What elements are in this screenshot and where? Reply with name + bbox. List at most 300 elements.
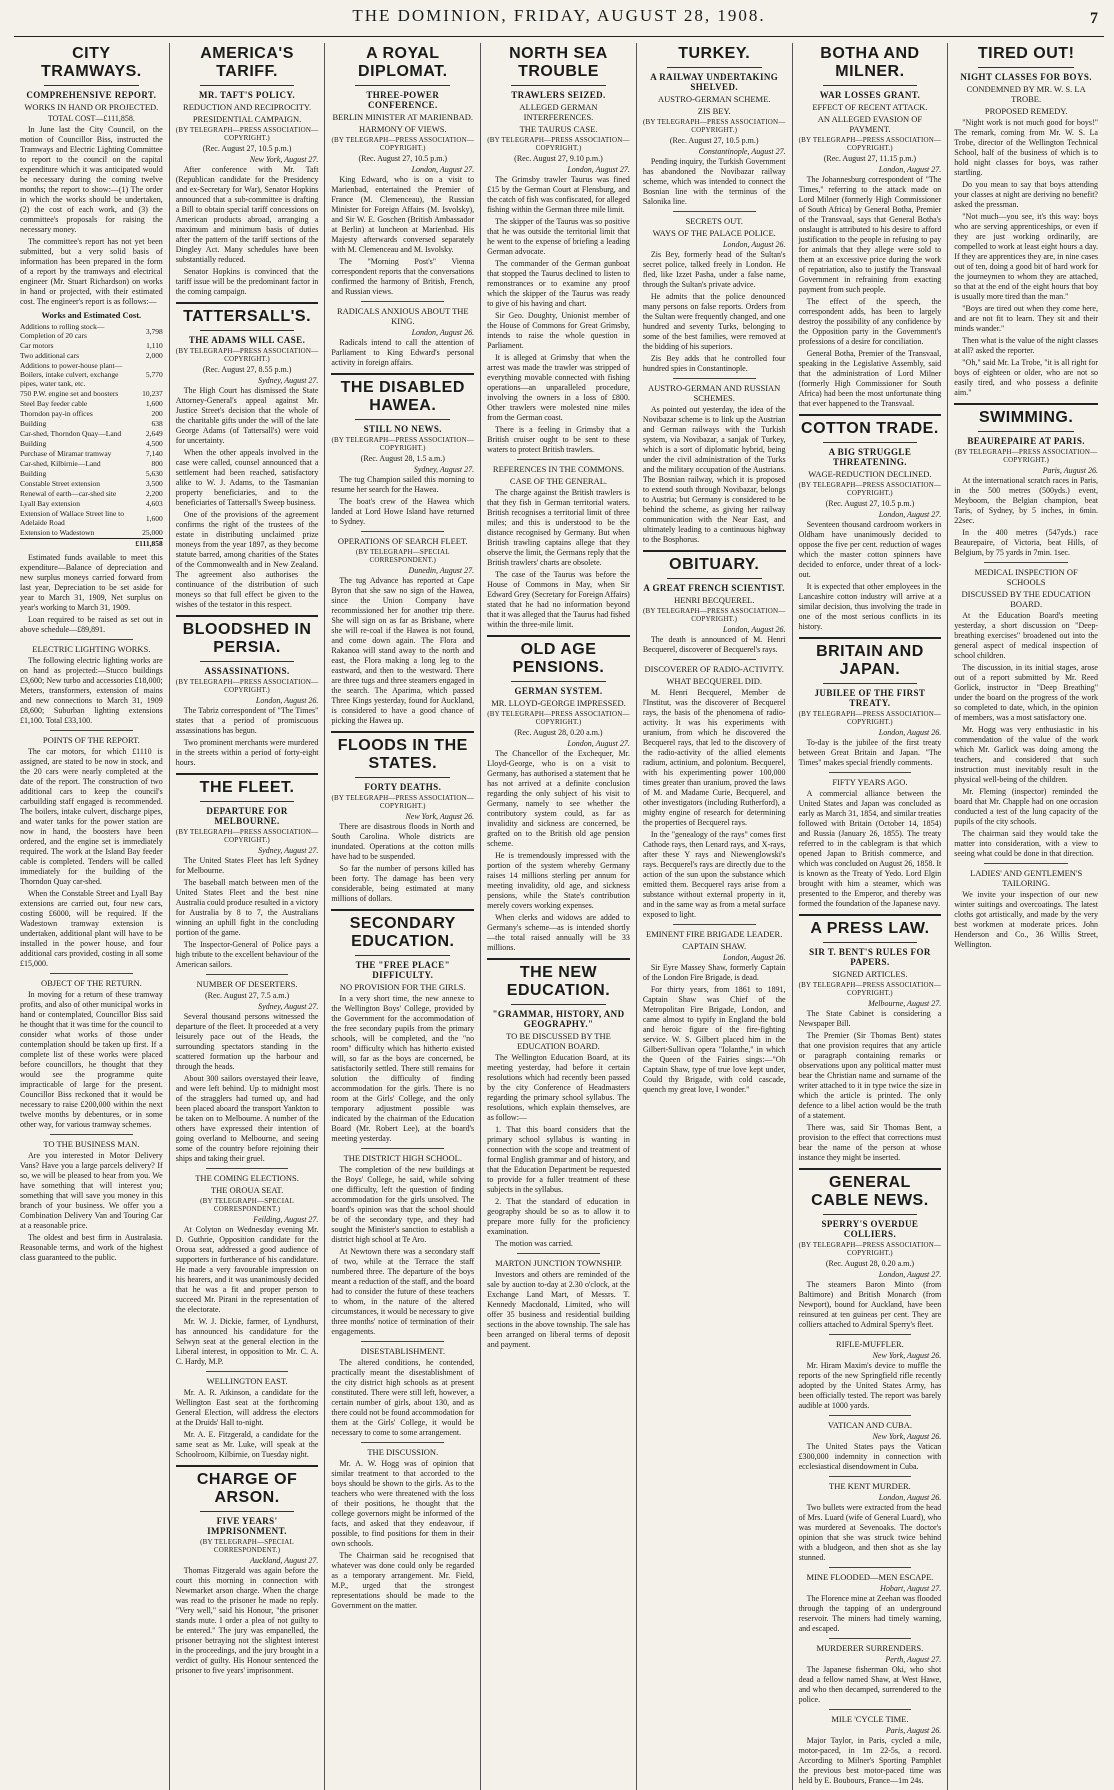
body-paragraph: As pointed out yesterday, the idea of the Novibazar scheme is to link up the Austrian and German railways with the Turkish system, via Novibazar, a sanjak of Turkey, which is a sort of diplomatic hybrid, being under the civil administration of the Turks and the military occupation of the Austrians. The Bosnian railway, which it is proposed to extend south through Novibazar, belongs to Austria; but Germany is considered to be behind the scheme, as giving her railway communication with the Near East, and ultimately leading to a continuous highway to the Bosphorus. bbox=[642, 405, 786, 544]
ledger-item: Car-shed, Thorndon Quay—Land bbox=[20, 429, 122, 438]
article bbox=[487, 958, 630, 1249]
article-subhead: COMPREHENSIVE REPORT. bbox=[26, 90, 157, 100]
article bbox=[799, 1638, 942, 1705]
body-paragraph: The Johannesburg correspondent of "The Times," referring to the attack made on Lord Milner (formerly High Commissioner of South Africa) by General Botha, Premier of the Transvaal, says that General Botha's onslaught is attributed to his desire to afford justification to the people in refusing to pay for animals that they allege were sold to them at an excessive price during the work of repatriation, also to justify the Transvaal Government in refraining from exacting payment from such people. bbox=[798, 175, 942, 294]
sub-divider bbox=[829, 1709, 912, 1710]
ledger-amount: 200 bbox=[151, 409, 163, 418]
body-paragraph: The Florence mine at Zeehan was flooded through the tapping of an underground reservoir. The miners had timely warning, and escaped. bbox=[798, 1594, 942, 1633]
article bbox=[799, 414, 942, 632]
article-headline: BOTHA AND MILNER. bbox=[820, 45, 920, 80]
body-paragraph: He is tremendously impressed with the portion of the system whereby Germany raises 14 millions sterling per annum for meeting invalidity, old age, and sickness pensions, while the State's contribution merely covers working expenses. bbox=[487, 851, 630, 910]
column-3 bbox=[325, 43, 481, 1790]
body-paragraph: The death is announced of M. Henri Becquerel, discoverer of Becquerel's rays. bbox=[642, 635, 786, 654]
headline-rule bbox=[44, 85, 139, 86]
ledger-total-label bbox=[20, 539, 135, 550]
ledger-row bbox=[20, 469, 163, 479]
sub-divider bbox=[206, 1168, 289, 1169]
ledger-item: Lyall Bay extension bbox=[20, 499, 80, 508]
dateline: London, August 27. bbox=[567, 165, 630, 174]
dateline: Paris, August 26. bbox=[1042, 466, 1098, 475]
body-paragraph: Two prominent merchants were murdered in the streets within a period of forty-eight hours. bbox=[175, 738, 319, 767]
body-paragraph: After conference with Mr. Taft (Republican candidate for the Presidency and ex-Secretary for War), Senator Hopkins announced that a sub-committee is drafting a Bill to obtain special tariff concessions on American products abroad, arranging a maximum and minimum basis of duties after the pattern of the tariff sections of the Dingley Act. Many schedules have been substantially reduced. bbox=[175, 165, 319, 264]
body-paragraph: There was, said Sir Thomas Bent, a provision to the effect that corrections must bear the name of the person at whose instance they might be inserted. bbox=[798, 1123, 942, 1162]
article-subhead: SECRETS OUT. bbox=[685, 216, 743, 226]
article-subhead: CONDEMNED BY MR. W. S. LA TROBE. bbox=[966, 84, 1086, 104]
wire-credit: (BY TELEGRAPH—PRESS ASSOCIATION—COPYRIGHT.) bbox=[954, 448, 1098, 464]
sub-divider bbox=[50, 730, 133, 731]
article-headline: AMERICA'S TARIFF. bbox=[200, 45, 294, 80]
body-paragraph: The United States Fleet has left Sydney for Melbourne. bbox=[175, 856, 319, 875]
article bbox=[799, 772, 942, 909]
article-headline: CHARGE OF ARSON. bbox=[196, 1471, 298, 1506]
body-paragraph: Thomas Fitzgerald was again before the court this morning in connection with Newmarket arson charge. When the charge was read to the prisoner he made no reply. "Very well," said his Honour, "the prisoner stands mute. I order a plea of not guilty to be entered." The jury was empanelled, the prisoner betraying not the slightest interest in the proceedings, and the jury brought in a verdict of guilty. His Honour sentenced the prisoner to five years' imprisonment. bbox=[175, 1566, 319, 1675]
body-paragraph: One of the provisions of the agreement confirms the right of the trustees of the estate in distributing unclaimed prize moneys from the year 1897, as they become statute barred, among charities of the States of the Commonwealth and in New Zealand. The agreement also authorises the continuance of the distribution of such moneys so that full effect be given to the wishes of the testator in this respect. bbox=[175, 510, 319, 609]
body-paragraph: We invite your inspection of our new winter suitings and overcoatings. The latest cloths got artistically, and made by the very best workmen at moderate prices. John Henderson and Co., 36 Willis Street, Wellington. bbox=[954, 890, 1098, 949]
body-paragraph: The Chairman said he recognised that whatever was done could only be regarded as a temporary arrangement. Mr. Field, M.P., urged that the strongest representations should be made to the Government on the matter. bbox=[331, 1551, 475, 1610]
article-subhead: THE DISCUSSION. bbox=[367, 1447, 439, 1457]
ledger-row bbox=[20, 459, 163, 469]
body-paragraph: The Grimsby trawler Taurus was fined £15 by the German Court at Flensburg, and the catch of fish was confiscated, for alleged fishing within the German three mile limit. bbox=[487, 175, 630, 214]
ledger-row bbox=[20, 449, 163, 459]
article-subhead: ALLEGED GERMAN INTERFERENCES. bbox=[519, 102, 598, 122]
wire-credit: (BY TELEGRAPH—PRESS ASSOCIATION—COPYRIGHT.) bbox=[798, 481, 942, 497]
body-paragraph: At Colyton on Wednesday evening Mr. D. Guthrie, Opposition candidate for the Oroua seat, addressed a good audience of supporters in furtherance of his candidature. He made a very favourable impression on his hearers, and it was unanimously decided that he was a fit and proper person to succeed Mr. Pirani in the representation of the electorate. bbox=[175, 1225, 319, 1314]
dateline: Constantinople, August 27. bbox=[698, 147, 786, 156]
article-subhead: MR. LLOYD-GEORGE IMPRESSED. bbox=[491, 698, 626, 708]
body-paragraph: When the other appeals involved in the case were called, counsel announced that a settlement had been reached, satisfactory alike to W. J. Adams, to the Tasmanian property beneficiaries, and to the beneficiaries of Tattersall's Sweep business. bbox=[175, 448, 319, 507]
article-subhead: TO THE BUSINESS MAN. bbox=[43, 1139, 140, 1149]
ledger-row bbox=[20, 389, 163, 399]
article-subhead: CASE OF THE GENERAL. bbox=[509, 476, 608, 486]
body-paragraph: In moving for a return of these tramway profits, and also of other municipal works in hand or contemplated, Councillor Biss said he thought that it was time for the council to consider what works of those under contemplation should be taken up first. If a complete list of these works were placed before councillors, he thought that they would see the programme quite impracticable of large for the present. Councillor Biss reckoned that it would be necessary to raise £200,000 within the next twelve months by debentures, or in some other way, for various tramway schemes. bbox=[20, 990, 163, 1129]
headline-rule bbox=[978, 67, 1074, 68]
body-paragraph: The High Court has dismissed the State Attorney-General's appeal against Mr. Justice Street's decision that the whole of the charitable gifts under the will of the late George Adams (of Tattersall's) were void for uncertainty. bbox=[175, 386, 319, 445]
article-subhead: STILL NO NEWS. bbox=[363, 424, 442, 434]
headline-rule bbox=[200, 85, 295, 86]
body-paragraph: The tug Champion sailed this morning to resume her search for the Hawea. bbox=[331, 475, 475, 494]
ledger-amount: 2,000 bbox=[145, 351, 163, 360]
headline-rule bbox=[978, 431, 1074, 432]
ledger-item: Additions to rolling stock—Completion of 20 cars bbox=[20, 322, 105, 340]
body-paragraph: "Not much—you see, it's this way: boys who are serving apprenticeships, or even if they are just working ordinarily, are compelled to work at least eight hours a day. If they are apprentices they are, in nine cases out of ten, doing a good bit of hard work for the journeymen to whom they are attached, so that at the end of the eight hours that boy is usually more tired than the man." bbox=[954, 212, 1098, 301]
ledger-amount: 1,600 bbox=[145, 513, 163, 523]
article-subhead: MARTON JUNCTION TOWNSHIP. bbox=[495, 1258, 622, 1268]
article-subhead: PRESIDENTIAL CAMPAIGN. bbox=[192, 114, 302, 124]
wire-credit: (BY TELEGRAPH—PRESS ASSOCIATION—COPYRIGHT.) bbox=[798, 1241, 942, 1257]
body-paragraph: King Edward, who is on a visit to Marienbad, entertained the Premier of France (M. Clemenceau), the Russian Minister for Foreign Affairs (M. Isvolsky), and Sir W. E. Goschen (British Ambassador at Berlin) at luncheon at Marienbad. His Majesty afterwards conversed separately with M. Clemenceau and M. Isvolsky. bbox=[331, 175, 475, 254]
body-paragraph: The completion of the new buildings at the Boys' College, he said, while solving one difficulty, left the question of finding accommodation for the girls unsolved. The board's opinion was that the school should be of the secondary type, and they had sought the Minister's sanction to establish a district high school at Te Aro. bbox=[331, 1165, 475, 1244]
ledger-title: Works and Estimated Cost. bbox=[41, 310, 142, 320]
article-subhead: THE DISTRICT HIGH SCHOOL. bbox=[343, 1153, 462, 1163]
ledger-row bbox=[20, 479, 163, 489]
headline-rule bbox=[823, 442, 918, 443]
article-subhead: NO PROVISION FOR THE GIRLS. bbox=[339, 982, 466, 992]
article bbox=[331, 373, 474, 527]
article-headline: NORTH SEA TROUBLE bbox=[509, 45, 608, 80]
dateline: London, August 27. bbox=[878, 1270, 942, 1279]
article-headline: A PRESS LAW. bbox=[810, 920, 930, 937]
article-subhead: DISESTABLISHMENT. bbox=[360, 1346, 445, 1356]
body-paragraph: The Tabriz correspondent of "The Times" states that a period of promiscuous assassinations has begun. bbox=[175, 706, 319, 735]
body-paragraph: Do you mean to say that boys attending your classes at night are deriving no benefit? asked the pressman. bbox=[954, 180, 1098, 209]
ledger-item: Extension to Wadestown bbox=[20, 528, 95, 537]
body-paragraph: Mr. Hiram Maxim's device to muffle the reports of the new Springfield rifle recently adopted by the United States Army, has been officially tested. The report was barely audible at 1000 yards. bbox=[798, 1361, 942, 1410]
sub-divider bbox=[673, 924, 756, 925]
masthead bbox=[14, 6, 1104, 37]
article-subhead: REDUCTION AND RECIPROCITY. bbox=[183, 102, 312, 112]
ledger-item: Purchase of Miramar tramway bbox=[20, 449, 112, 458]
article-headline: COTTON TRADE. bbox=[801, 420, 939, 437]
article bbox=[799, 914, 942, 1163]
article-subhead: AN ALLEGED EVASION OF PAYMENT. bbox=[817, 114, 923, 134]
section-divider bbox=[799, 414, 942, 416]
section-divider bbox=[487, 635, 630, 637]
body-paragraph: The charge against the British trawlers is that they fish in German territorial waters. British recognises a territorial limit of three miles; and this is understood to be the distance recognised by Germany. But when British trawling captains allege that they observe the limit, the Germans reply that the British trawlers' charts are obsolete. bbox=[487, 488, 630, 567]
sub-divider bbox=[50, 1134, 133, 1135]
column-7 bbox=[948, 43, 1104, 1790]
article-headline: SWIMMING. bbox=[979, 409, 1074, 426]
dateline: Dunedin, August 27. bbox=[408, 566, 475, 575]
ledger-amount: 7,140 bbox=[145, 449, 163, 458]
body-paragraph: Are you interested in Motor Delivery Vans? Have you a large parcels delivery? If so, we will be pleased to hear from you. We have something that will interest you; something that will save you money in this branch of your business. We offer you a Combination Delivery Van and Touring Car at a reasonable price. bbox=[20, 1151, 163, 1230]
article-subhead: MURDERER SURRENDERS. bbox=[816, 1643, 924, 1653]
article bbox=[331, 1148, 474, 1337]
received-date: (Rec. August 27, 8.55 p.m.) bbox=[202, 365, 292, 374]
wire-credit: (BY TELEGRAPH—PRESS ASSOCIATION—COPYRIGHT.) bbox=[798, 136, 942, 152]
article-subhead: WORKS IN HAND OR PROJECTED. bbox=[24, 102, 159, 112]
headline-rule bbox=[200, 661, 295, 662]
body-paragraph: The commander of the German gunboat that stopped the Taurus declined to listen to remonstrances or to examine any proof which the skipper of the Taurus was ready to give of his having and chart. bbox=[487, 259, 630, 308]
section-divider bbox=[799, 1168, 942, 1170]
sub-divider bbox=[984, 562, 1068, 563]
sub-divider bbox=[673, 378, 756, 379]
article bbox=[176, 773, 319, 970]
body-paragraph: The baseball match between men of the United States Fleet and the best nine Australia could produce resulted in a victory for Australia by 8 to 7, the Australians winning an uphill fight in the concluding portion of the game. bbox=[175, 878, 319, 937]
body-paragraph: Mr. A. E. Fitzgerald, a candidate for the same seat as Mr. Luke, will speak at the Schoolroom, Kilbirnie, on Tuesday night. bbox=[175, 1430, 319, 1459]
body-paragraph: There are disastrous floods in North and South Carolina. Whole districts are inundated. Operations at the cotton mills have had to be suspended. bbox=[331, 822, 475, 861]
article-subhead: SIGNED ARTICLES. bbox=[832, 969, 908, 979]
headline-rule bbox=[511, 85, 606, 86]
headline-rule bbox=[823, 1214, 918, 1215]
article-subhead: NUMBER OF DESERTERS. bbox=[196, 979, 298, 989]
article bbox=[799, 1567, 942, 1634]
ledger-item: Building bbox=[20, 419, 47, 428]
article bbox=[643, 924, 786, 1095]
ledger-item: Car motors bbox=[20, 341, 54, 350]
article-subhead: OBJECT OF THE RETURN. bbox=[40, 978, 142, 988]
body-paragraph: In the "genealogy of the rays" comes first Cathode rays, then Lenard rays, and X-rays, after these Y rays and Niewenglowski's rays. Becquerel's rays are directly due to the action of the sun upon the substance which emitted them. Becquerel rays arise from a substance without external property in it, and in the same way as from a metal surface exposed to light. bbox=[642, 830, 786, 919]
body-paragraph: The Wellington Education Board, at its meeting yesterday, had before it certain resolutions which had recently been passed by the city Conference of Headmasters regarding the primary school syllabus. The resolutions, which explain themselves, are as follow:— bbox=[487, 1053, 630, 1122]
body-paragraph: The skipper of the Taurus was so positive that he was outside the territorial limit that he went to the expense of briefing a leading German advocate. bbox=[487, 217, 630, 256]
article-subhead: ASSASSINATIONS. bbox=[204, 666, 290, 676]
sub-divider bbox=[361, 301, 444, 302]
article bbox=[20, 639, 163, 726]
section-divider bbox=[487, 958, 630, 960]
body-paragraph: In a very short time, the new annexe to the Wellington Boys' College, provided by the Government for the accommodation of the free secondary pupils from the primary schools, will be completed, and the "no room" difficulty which has hitherto existed will, so far as the boys are concerned, be satisfactorily settled. There still remains for solution the difficulty of finding accommodation for the girls. There is no room at the Girls' College, and the only temporary adjustment possible was indicated by the chairman of the Education Board (Mr. Robert Lee), at the board's meeting yesterday. bbox=[331, 994, 475, 1143]
ledger-item: Renewal of earth—car-shed site bbox=[20, 489, 117, 498]
ledger-row bbox=[20, 528, 163, 539]
headline-rule bbox=[823, 683, 918, 684]
article bbox=[487, 459, 630, 630]
ledger-row bbox=[20, 399, 163, 409]
ledger-item: Extension of Wallace Street line to Adelaide Road bbox=[20, 509, 125, 527]
body-paragraph: "Boys are tired out when they come here, and are not fit to learn. They sit and their minds wander." bbox=[954, 304, 1098, 333]
article-subhead: PROPOSED REMEDY. bbox=[984, 106, 1068, 116]
body-paragraph: Mr. A. W. Hogg was of opinion that similar treatment to that accorded to the boys should be shown to the girls. As to the teachers who were threatened with the loss of their positions, he thought that the college governors might be informed of the facts, and asked that they endeavour, if possible, to find positions for them in their own schools. bbox=[331, 1459, 475, 1548]
body-paragraph: Zis Bey, formerly head of the Sultan's secret police, talked freely in London. He fled, like Izzet Pasha, under a false name, through the Sultan's private advice. bbox=[642, 250, 786, 289]
column-5 bbox=[637, 43, 793, 1790]
ledger-row bbox=[20, 322, 163, 341]
received-date: (Rec. August 28, 1.5 a.m.) bbox=[360, 454, 445, 463]
article bbox=[799, 637, 942, 768]
body-paragraph: Radicals intend to call the attention of Parliament to King Edward's personal activity in foreign affairs. bbox=[331, 338, 475, 367]
dateline: London, August 26. bbox=[723, 240, 786, 249]
article-subhead: MILE 'CYCLE TIME. bbox=[831, 1714, 909, 1724]
body-paragraph: 2. That the standard of education in geography should be so as to allow it to prepare more fully for the proficiency examination. bbox=[487, 1197, 630, 1236]
body-paragraph: Loan required to be raised as set out in above schedule—£89,891. bbox=[20, 615, 163, 634]
article-subhead: BEAUREPAIRE AT PARIS. bbox=[967, 436, 1085, 446]
ledger-row bbox=[20, 419, 163, 429]
article-subhead: A BIG STRUGGLE THREATENING. bbox=[828, 447, 912, 467]
headline-rule bbox=[200, 1511, 295, 1512]
ledger-amount: 4,603 bbox=[145, 499, 163, 508]
ledger-item: Additions to power-house plant—Boilers, intake culvert, exchange pipes, water tank, etc. bbox=[20, 361, 123, 388]
headline-rule bbox=[667, 67, 762, 68]
body-paragraph: At the Education Board's meeting yesterday, a short discussion on "Deep-breathing exercises" broadened out into the general aspect of medical inspection of school children. bbox=[954, 611, 1098, 660]
article bbox=[487, 45, 630, 455]
article bbox=[954, 403, 1098, 558]
article-subhead: ELECTRIC LIGHTING WORKS. bbox=[32, 644, 151, 654]
article bbox=[331, 45, 474, 297]
sub-divider bbox=[829, 1415, 912, 1416]
article bbox=[176, 45, 319, 297]
article-subhead: AUSTRO-GERMAN SCHEME. bbox=[658, 94, 771, 104]
article-subhead: THE COMING ELECTIONS. bbox=[195, 1173, 299, 1183]
body-paragraph: The chairman said they would take the matter into consideration, with a view to seeing what could be done in that direction. bbox=[954, 829, 1098, 858]
dateline: London, August 27. bbox=[567, 739, 630, 748]
cost-ledger bbox=[20, 322, 163, 549]
ledger-item: Constable Street extension bbox=[20, 479, 100, 488]
wire-credit: (BY TELEGRAPH—SPECIAL CORRESPONDENT.) bbox=[200, 1538, 294, 1554]
dateline: London, August 26. bbox=[255, 696, 319, 705]
article bbox=[643, 550, 786, 655]
article-subhead: THE TAURUS CASE. bbox=[519, 124, 598, 134]
ledger-amount: 2,649 bbox=[145, 429, 163, 438]
wire-credit: (BY TELEGRAPH—SPECIAL CORRESPONDENT.) bbox=[355, 548, 450, 564]
ledger-amount: 3,500 bbox=[145, 479, 163, 488]
article-subhead: WAR LOSSES GRANT. bbox=[819, 90, 921, 100]
body-paragraph: The case of the Taurus was before the House of Commons in May, when Sir Edward Grey (Secretary for Foreign Affairs) stated that he had no information beyond that it was alleged that the Taurus had fished within the three-mile limit. bbox=[487, 570, 630, 629]
dateline: New York, August 26. bbox=[872, 1351, 942, 1360]
received-date: (Rec. August 27, 10.5 p.m.) bbox=[202, 144, 292, 153]
body-paragraph: Estimated funds available to meet this expenditure—Balance of depreciation and new surplus moneys carried forward from last year, Depreciation to be set aside for year to March 31, 1909, Net surplus on year's working to March 31, 1909. bbox=[20, 553, 163, 612]
ledger-amount: 4,500 bbox=[145, 439, 163, 448]
ledger-total-row bbox=[20, 539, 163, 550]
article-subhead: NIGHT CLASSES FOR BOYS. bbox=[960, 72, 1092, 82]
body-paragraph: There is a feeling in Grimsby that a British cruiser ought to be sent to these waters to protect British trawlers. bbox=[487, 425, 630, 454]
ledger-row bbox=[20, 341, 163, 351]
article-headline: OBITUARY. bbox=[669, 556, 760, 573]
wire-credit: (BY TELEGRAPH—PRESS ASSOCIATION—COPYRIGHT.) bbox=[175, 347, 319, 363]
wire-credit: (BY TELEGRAPH—SPECIAL CORRESPONDENT.) bbox=[200, 1197, 294, 1213]
headline-rule bbox=[511, 681, 606, 682]
ledger-item: Building bbox=[20, 469, 47, 478]
wire-credit: (BY TELEGRAPH—PRESS ASSOCIATION—COPYRIGHT.) bbox=[331, 794, 475, 810]
ledger-row bbox=[20, 351, 163, 361]
article bbox=[954, 863, 1098, 950]
headline-rule bbox=[823, 942, 918, 943]
headline-rule bbox=[200, 330, 295, 331]
received-date: (Rec. August 28, 0.20 a.m.) bbox=[514, 728, 603, 737]
received-date: (Rec. August 27, 11.15 p.m.) bbox=[823, 154, 917, 163]
body-paragraph: The tug Advance has reported at Cape Byron that she saw no sign of the Hawea, since the Union Company have recommissioned her for another trip there. She will sign on as far as Brisbane, where she will re-coal if the Hawea is not found, and come down again. The Flora and Rakanoa will stand away to the north and east, the Flora making a long leg to the eastward, and then to the westward. There are three tugs and three steamers engaged in the search. The Aparima, which passed Three Kings yesterday, found for Auckland, is considered to have a good chance of picking the Hawea up. bbox=[331, 576, 475, 725]
article bbox=[487, 1253, 630, 1350]
ledger-amount: 25,000 bbox=[142, 528, 163, 537]
body-paragraph: For thirty years, from 1861 to 1891, Captain Shaw was Chief of the Metropolitan Fire Brigade, London, and came almost to typify in England the bold and heroic figure of the fire-fighting service. W. S. Gilbert placed him in the Gilbert-Sullivan opera "Iolanthe," in which the Queen of the Fairies sings:—"Oh Captain Shaw, type of true love kept under, Could thy Brigade, with cold cascade, quench my great love, I wonder." bbox=[642, 985, 786, 1094]
body-paragraph: Several thousand persons witnessed the departure of the fleet. It proceeded at a very leisurely pace out of the Heads, the surrounding spectators standing in the scattered formation up the harbour and through the heads. bbox=[175, 1012, 319, 1071]
body-paragraph: The United States pays the Vatican £300,000 indemnity in connection with ecclesiastical disendowment in Cuba. bbox=[798, 1442, 942, 1471]
article bbox=[643, 659, 786, 920]
dateline: London, August 26. bbox=[411, 328, 475, 337]
section-divider bbox=[643, 550, 786, 552]
wire-credit: (BY TELEGRAPH—PRESS ASSOCIATION—COPYRIGHT.) bbox=[487, 136, 630, 152]
wire-credit: (BY TELEGRAPH—PRESS ASSOCIATION—COPYRIGHT.) bbox=[798, 710, 942, 726]
body-paragraph: Pending inquiry, the Turkish Government has abandoned the Novibazar railway scheme, which was intended to connect the Bosnian line with the terminus of the Salonika line. bbox=[642, 157, 786, 206]
dateline: Auckland, August 27. bbox=[250, 1556, 319, 1565]
body-paragraph: In the 400 metres (547yds.) race Beaurepaire, of Victoria, beat Hills, of Belgium, by 75 yards in 7min. 1sec. bbox=[954, 528, 1098, 557]
article bbox=[176, 1371, 319, 1460]
article-headline: TIRED OUT! bbox=[977, 45, 1075, 62]
wire-credit: (BY TELEGRAPH—PRESS ASSOCIATION—COPYRIGHT.) bbox=[487, 710, 630, 726]
article-subhead: GERMAN SYSTEM. bbox=[514, 686, 603, 696]
article bbox=[176, 1168, 319, 1367]
sub-divider bbox=[984, 863, 1068, 864]
article bbox=[487, 635, 630, 953]
ledger-item: Two additional cars bbox=[20, 351, 80, 360]
ledger-amount: 1,600 bbox=[145, 399, 163, 408]
dateline: Sydney, August 27. bbox=[258, 376, 319, 385]
article-headline: A ROYAL DIPLOMAT. bbox=[358, 45, 448, 80]
body-paragraph: About 300 sailors overstayed their leave, and were left behind. Up to midnight most of the stragglers had turned up, and had been placed aboard the transport Yankton to be taken on to Melbourne. A number of the others have expressed their intention of going overland to Melbourne, and seeing some of the country before rejoining their ships and taking their gruel. bbox=[175, 1074, 319, 1163]
sub-divider bbox=[829, 1476, 912, 1477]
columns bbox=[14, 43, 1104, 1785]
sub-divider bbox=[361, 1442, 444, 1443]
ledger-row bbox=[20, 489, 163, 499]
dateline: Sydney, August 27. bbox=[258, 1002, 319, 1011]
article-subhead: THE ADAMS WILL CASE. bbox=[188, 335, 306, 345]
section-divider bbox=[331, 373, 474, 375]
article-subhead: WELLINGTON EAST. bbox=[206, 1376, 288, 1386]
article bbox=[176, 974, 319, 1164]
body-paragraph: "Oh," said Mr. La Trobe, "it is all right for boys of eighteen or older, who are not so easily tired, and who possess a definite aim." bbox=[954, 358, 1098, 397]
section-divider bbox=[331, 731, 474, 733]
received-date: (Rec. August 28, 0.20 a.m.) bbox=[825, 1259, 915, 1268]
article bbox=[799, 1168, 942, 1330]
article-subhead: FIFTY YEARS AGO. bbox=[832, 777, 908, 787]
headline-rule bbox=[823, 85, 918, 86]
sub-divider bbox=[829, 1334, 912, 1335]
wire-credit: (BY TELEGRAPH—PRESS ASSOCIATION—COPYRIGHT.) bbox=[175, 828, 319, 844]
body-paragraph: The car motors, for which £1110 is assigned, are stated to be now in stock, and the 20 cars were nearly completed at the date of the report. The construction of two additional cars to keep the council's carbuilding staff engaged is recommended. The boilers, intake culvert, discharge pipes, and water tanks for the power station are now in hand, the boosters have been ordered, and the engine set is immediately required. The work at the Island Bay feeder cable is completed. Tenders will be called immediately for the building of the Thorndon Quay car-shed. bbox=[20, 747, 163, 886]
column-4 bbox=[481, 43, 637, 1790]
ledger-amount: 5,630 bbox=[145, 469, 163, 478]
section-divider bbox=[176, 302, 319, 304]
ledger-row bbox=[20, 509, 163, 528]
headline-rule bbox=[355, 85, 450, 86]
section-divider bbox=[176, 773, 319, 775]
body-paragraph: M. Henri Becquerel, Member de l'Institut, was the discoverer of Becquerel rays, the basis of the phenomena of radio-activity. It was his experiments with uranium, from which he discovered the Becquerel rays, that led to the discovery of the radio-activity of the allied elements radium, actinium, and polonium. Becquerel, with his experimenting power 100,000 times greater than uranium, proved the laws of M. and Madame Curie, Becquerel, and other investigators (including Rutherford), a mighty engine of research for determining the properties of Becquerel rays. bbox=[642, 688, 786, 827]
sub-divider bbox=[361, 1148, 444, 1149]
article-subhead: FORTY DEATHS. bbox=[364, 782, 442, 792]
body-paragraph: Senator Hopkins is convinced that the tariff issue will be the predominant factor in the coming campaign. bbox=[175, 267, 319, 296]
dateline: New York, August 27. bbox=[249, 155, 319, 164]
article bbox=[331, 1442, 474, 1611]
body-paragraph: Zis Bey adds that he controlled four hundred spies in Constantinople. bbox=[642, 354, 786, 373]
body-paragraph: The boat's crew of the Hawea which landed at Lord Howe Island have returned to Sydney. bbox=[331, 497, 475, 526]
article bbox=[20, 1134, 163, 1263]
article-subhead: ZIS BEY. bbox=[697, 106, 731, 116]
body-paragraph: The State Cabinet is considering a Newspaper Bill. bbox=[798, 1009, 942, 1028]
article bbox=[331, 731, 474, 904]
article bbox=[799, 1334, 942, 1411]
article-subhead: DEPARTURE FOR MELBOURNE. bbox=[206, 806, 288, 826]
dateline: New York, August 26. bbox=[405, 812, 475, 821]
article-subhead: JUBILEE OF THE FIRST TREATY. bbox=[814, 688, 926, 708]
body-paragraph: The "Morning Post's" Vienna correspondent reports that the conversations confirmed the harmony of British, French, and Russian views. bbox=[331, 257, 475, 296]
article bbox=[331, 909, 474, 1144]
dateline: Hobart, August 27. bbox=[880, 1584, 942, 1593]
sub-divider bbox=[829, 772, 912, 773]
article-headline: OLD AGE PENSIONS. bbox=[512, 641, 605, 676]
body-paragraph: "Night work is not much good for boys!" The remark, coming from Mr. W. S. La Trobe, director of the Wellington Technical School, half of the business of which is to hold night classes for boys, was rather startling. bbox=[954, 118, 1098, 177]
wire-credit: (BY TELEGRAPH—PRESS ASSOCIATION—COPYRIGHT.) bbox=[798, 981, 942, 997]
body-paragraph: Investors and others are reminded of the sale by auction to-day at 2.30 o'clock, at the Exchange Land Mart, of Messrs. T. Kennedy Macdonald, Limited, who will offer 35 business and residential building sections in the above township. The sale has been arranged on liberal terms of deposit and payment. bbox=[487, 1270, 630, 1349]
dateline: New York, August 26. bbox=[872, 1432, 942, 1441]
dateline: Sydney, August 27. bbox=[258, 846, 319, 855]
article bbox=[20, 973, 163, 1130]
article bbox=[799, 45, 942, 409]
body-paragraph: Major Taylor, in Paris, cycled a mile, motor-paced, in 1m 22-5s, a record. According to Milner's Sporting Pamphlet the previous best motor-paced time was held by E. Boubours, France—1m 24s. bbox=[798, 1736, 942, 1785]
article-subhead: DISCOVERER OF RADIO-ACTIVITY. bbox=[644, 664, 784, 674]
dateline: London, August 26. bbox=[723, 625, 786, 634]
article-subhead: MR. TAFT'S POLICY. bbox=[199, 90, 296, 100]
body-paragraph: The Inspector-General of Police pays a high tribute to the excellent behaviour of the American sailors. bbox=[175, 940, 319, 969]
body-paragraph: A commercial alliance between the United States and Japan was concluded as early as March 31, 1854, and similar treaties followed with Britain (October 14, 1854) and Russia (January 26, 1855). The treaty referred to in the cablegram is that which opened Japan to British commerce, and which was concluded on August 26, 1858. It is known as the Treaty of Yedo. Lord Elgin brought with him a steamer, which was presented to the Emperor, and thereby was formed the foundation of the Japanese navy. bbox=[798, 789, 942, 908]
body-paragraph: The effect of the speech, the correspondent adds, has been to largely destroy the possibility of any confidence by the Opposition party in the Government's professions of a desire for conciliation. bbox=[798, 297, 942, 346]
headline-rule bbox=[355, 955, 450, 956]
ledger-row bbox=[20, 429, 163, 439]
column-2 bbox=[170, 43, 326, 1790]
section-divider bbox=[176, 1465, 319, 1467]
masthead-title: THE DOMINION, FRIDAY, AUGUST 28, 1908. bbox=[352, 6, 766, 25]
article bbox=[954, 562, 1098, 859]
dateline: London, August 26. bbox=[723, 953, 786, 962]
article-subhead: THE KENT MURDER. bbox=[829, 1481, 911, 1491]
article bbox=[176, 302, 319, 610]
article-subhead: RIFLE-MUFFLER. bbox=[836, 1339, 904, 1349]
ledger-row bbox=[20, 439, 163, 449]
section-divider bbox=[331, 909, 474, 911]
body-paragraph: So far the number of persons killed has been forty. The damage has been very considerable, being estimated at many millions of dollars. bbox=[331, 864, 475, 903]
sub-divider bbox=[50, 639, 133, 640]
body-paragraph: It is alleged at Grimsby that when the arrest was made the trawler was stripped of everything movable connected with fishing operations—an unparalleled procedure, involving the owners in a loss of £800. Other trawlers were molested nine miles from the German coast. bbox=[487, 353, 630, 422]
article bbox=[643, 45, 786, 207]
sub-divider bbox=[206, 974, 289, 975]
body-paragraph: The following electric lighting works are on hand as projected:—Stucco buildings £3,600; New turbo and accessories £18,000; Meters, transformers, extension of mains and new connections to March 31, 1909 £8,600; Suburban lighting extensions £1,100. Total £33,100. bbox=[20, 656, 163, 725]
body-paragraph: Mr. Hogg was very enthusiastic in his commendation of the value of the work which Mr. Garlick was doing among the teachers, and considered that such instruction must inevitably result in the physical well-being of the children. bbox=[954, 725, 1098, 784]
article-subhead: REFERENCES IN THE COMMONS. bbox=[492, 464, 625, 474]
sub-divider bbox=[361, 531, 444, 532]
